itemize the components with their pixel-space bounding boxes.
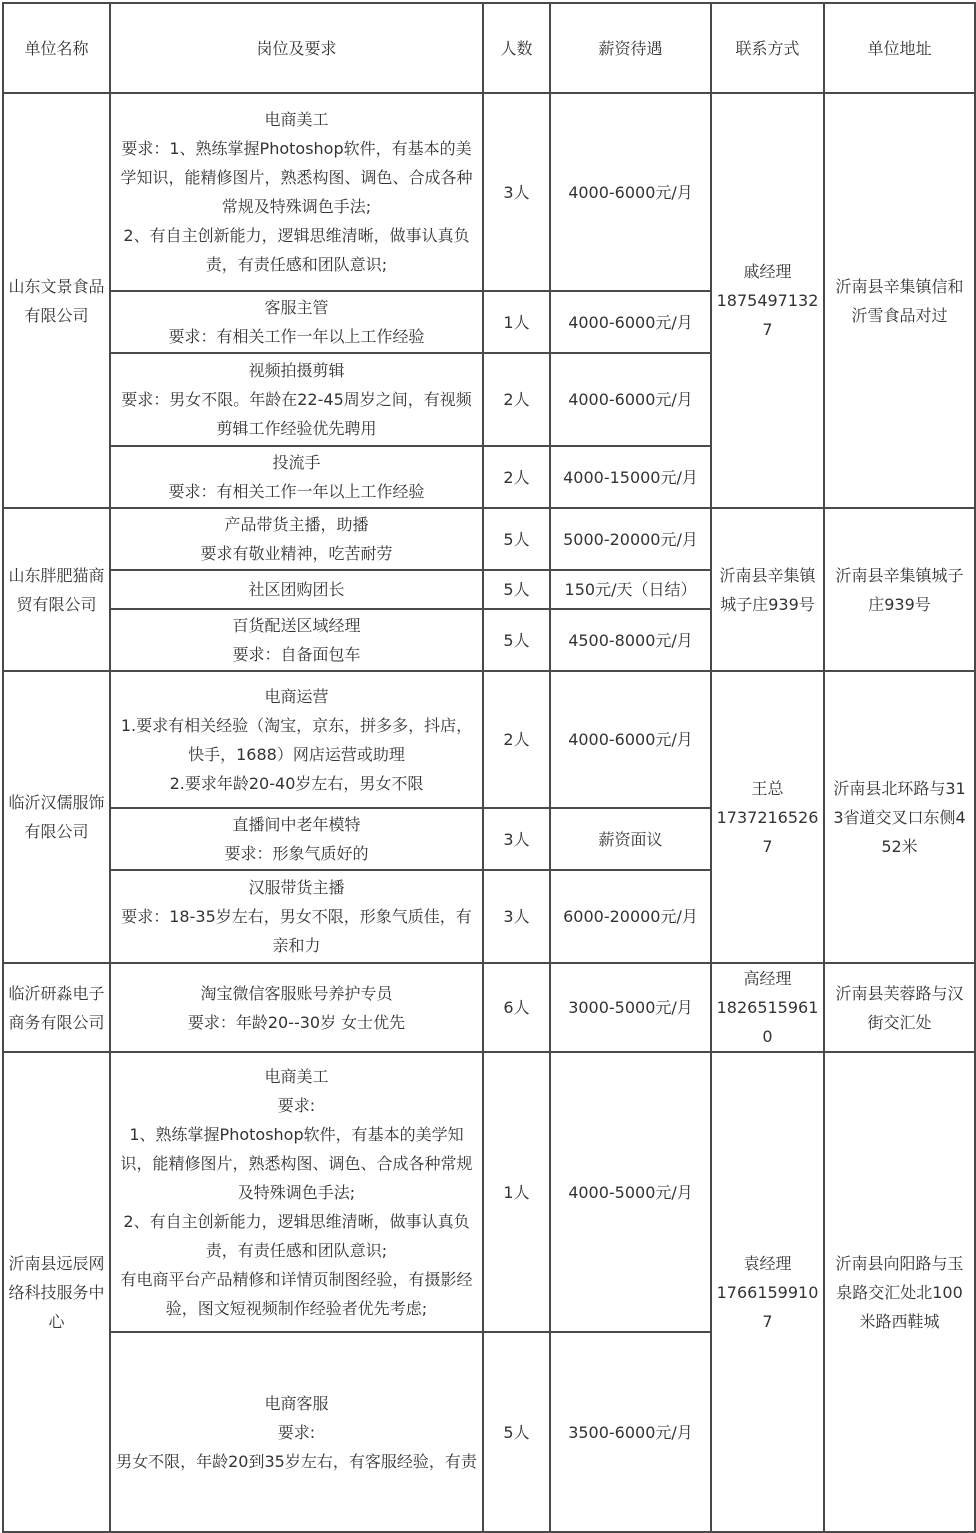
header-position: 岗位及要求 (110, 3, 483, 93)
contact-line: 17661599107 (716, 1282, 819, 1331)
job-salary: 3000-5000元/月 (550, 963, 711, 1052)
job-row (3, 671, 975, 808)
job-position (110, 353, 483, 446)
job-requirement-line: 要求：有相关工作一年以上工作经验 (168, 327, 425, 346)
company-name: 山东文景食品有限公司 (3, 93, 110, 508)
job-requirement-line: 社区团购团长 (248, 580, 345, 599)
job-row (3, 963, 975, 1052)
job-position (110, 963, 483, 1052)
job-requirement-line: 客服主管 (264, 298, 329, 317)
job-count: 6人 (483, 963, 550, 1052)
company-contact (711, 1052, 824, 1532)
job-requirement-line: 有电商平台产品精修和详情页制图经验，有摄影经验，图文短视频制作经验者优先考虑; (120, 1269, 473, 1318)
company-address: 沂南县北环路与313省道交叉口东侧452米 (824, 671, 975, 963)
company-address: 沂南县向阳路与玉泉路交汇处北100米路西鞋城 (824, 1052, 975, 1532)
job-requirement-line: 汉服带货主播 (248, 878, 345, 897)
job-requirement-line: 淘宝微信客服账号养护专员 (200, 983, 393, 1003)
contact-line: 戚经理 (743, 262, 792, 281)
job-requirement-line: 要求: (277, 1095, 316, 1115)
job-count: 5人 (483, 609, 550, 671)
company-contact (711, 93, 824, 508)
job-salary: 3500-6000元/月 (550, 1332, 711, 1532)
contact-line: 袁经理 (743, 1253, 792, 1273)
job-count: 5人 (483, 508, 550, 570)
job-count: 3人 (483, 93, 550, 291)
job-salary: 4000-6000元/月 (550, 291, 711, 353)
job-count: 3人 (483, 870, 550, 963)
job-requirement-line: 要求：形象气质好的 (224, 844, 369, 863)
job-position (110, 870, 483, 963)
job-salary: 5000-20000元/月 (550, 508, 711, 570)
job-salary: 4000-6000元/月 (550, 353, 711, 446)
contact-line: 17372165267 (716, 807, 819, 856)
job-requirement-line: 要求有敬业精神，吃苦耐劳 (200, 544, 393, 563)
job-position (110, 609, 483, 671)
job-requirement-line: 要求: (277, 1422, 316, 1442)
job-requirement-line: 要求：年龄20--30岁 女士优先 (187, 1012, 406, 1032)
company-name: 山东胖肥猫商贸有限公司 (3, 508, 110, 671)
job-requirement-line: 男女不限，年龄20到35岁左右，有客服经验，有责 (116, 1451, 477, 1471)
job-position (110, 291, 483, 353)
company-address: 沂南县辛集镇城子庄939号 (824, 508, 975, 671)
job-requirement-line: 1.要求有相关经验（淘宝，京东，拼多多，抖店，快手，1688）网店运营或助理 (120, 715, 473, 764)
job-requirement-line: 电商客服 (264, 1393, 329, 1413)
job-requirement-line: 2、有自主创新能力，逻辑思维清晰，做事认真负责，有责任感和团队意识; (123, 1211, 470, 1260)
contact-line: 王总 (751, 778, 784, 798)
job-requirement-line: 百货配送区域经理 (232, 616, 361, 635)
contact-line: 高经理 (743, 969, 792, 988)
job-requirement-line: 1、熟练掌握Photoshop软件，有基本的美学知识，能精修图片，熟悉构图、调色、合成各种常规及特殊调色手法; (120, 1124, 473, 1202)
company-name: 沂南县远辰网络科技服务中心 (3, 1052, 110, 1532)
job-position (110, 570, 483, 609)
job-count: 1人 (483, 1052, 550, 1332)
company-name: 临沂汉儒服饰有限公司 (3, 671, 110, 963)
job-requirement-line: 电商美工 (264, 1066, 329, 1086)
company-address: 沂南县芙蓉路与汉街交汇处 (824, 963, 975, 1052)
job-salary: 6000-20000元/月 (550, 870, 711, 963)
job-salary: 4000-5000元/月 (550, 1052, 711, 1332)
job-table (2, 2, 976, 1533)
header-address: 单位地址 (824, 3, 975, 93)
job-position (110, 93, 483, 291)
job-requirement-line: 要求：自备面包车 (232, 645, 361, 664)
job-row (3, 508, 975, 570)
header-salary: 薪资待遇 (550, 3, 711, 93)
job-count: 2人 (483, 446, 550, 508)
job-salary: 4000-6000元/月 (550, 671, 711, 808)
job-count: 3人 (483, 808, 550, 870)
job-requirement-line: 产品带货主播，助播 (224, 515, 369, 534)
job-row (3, 1052, 975, 1332)
company-contact (711, 508, 824, 671)
job-requirement-line: 2、有自主创新能力，逻辑思维清晰，做事认真负责，有责任感和团队意识; (123, 226, 470, 274)
contact-line: 18265159610 (716, 998, 819, 1046)
job-position (110, 808, 483, 870)
header-count: 人数 (483, 3, 550, 93)
job-count: 1人 (483, 291, 550, 353)
job-salary: 4000-6000元/月 (550, 93, 711, 291)
job-requirement-line: 电商美工 (264, 110, 329, 129)
job-salary: 4500-8000元/月 (550, 609, 711, 671)
company-contact (711, 671, 824, 963)
job-position (110, 446, 483, 508)
job-requirement-line: 电商运营 (264, 686, 329, 706)
job-requirement-line: 投流手 (272, 453, 321, 472)
job-requirement-line: 要求：有相关工作一年以上工作经验 (168, 482, 425, 501)
job-count: 5人 (483, 570, 550, 609)
job-requirement-line: 要求：18-35岁左右，男女不限，形象气质佳，有亲和力 (121, 907, 472, 955)
job-requirement-line: 要求：1、熟练掌握Photoshop软件，有基本的美学知识，能精修图片，熟悉构图、调色、合成各种常规及特殊调色手法; (120, 139, 473, 216)
job-salary: 4000-15000元/月 (550, 446, 711, 508)
contact-line: 18754971327 (716, 291, 819, 339)
header-contact: 联系方式 (711, 3, 824, 93)
job-salary: 150元/天（日结） (550, 570, 711, 609)
company-name: 临沂研淼电子商务有限公司 (3, 963, 110, 1052)
company-address: 沂南县辛集镇信和沂雪食品对过 (824, 93, 975, 508)
company-contact (711, 963, 824, 1052)
job-position (110, 508, 483, 570)
job-salary: 薪资面议 (550, 808, 711, 870)
job-count: 2人 (483, 671, 550, 808)
job-count: 5人 (483, 1332, 550, 1532)
job-count: 2人 (483, 353, 550, 446)
job-requirement-line: 要求：男女不限。年龄在22-45周岁之间，有视频剪辑工作经验优先聘用 (121, 390, 472, 438)
contact-line: 沂南县辛集镇城子庄939号 (719, 565, 816, 614)
job-position (110, 1052, 483, 1332)
job-requirement-line: 直播间中老年模特 (232, 815, 361, 834)
job-position (110, 1332, 483, 1532)
job-row (3, 93, 975, 291)
header-company: 单位名称 (3, 3, 110, 93)
header-row (3, 3, 975, 93)
job-requirement-line: 视频拍摄剪辑 (248, 361, 345, 380)
job-requirement-line: 2.要求年龄20-40岁左右，男女不限 (169, 773, 424, 793)
job-position (110, 671, 483, 808)
